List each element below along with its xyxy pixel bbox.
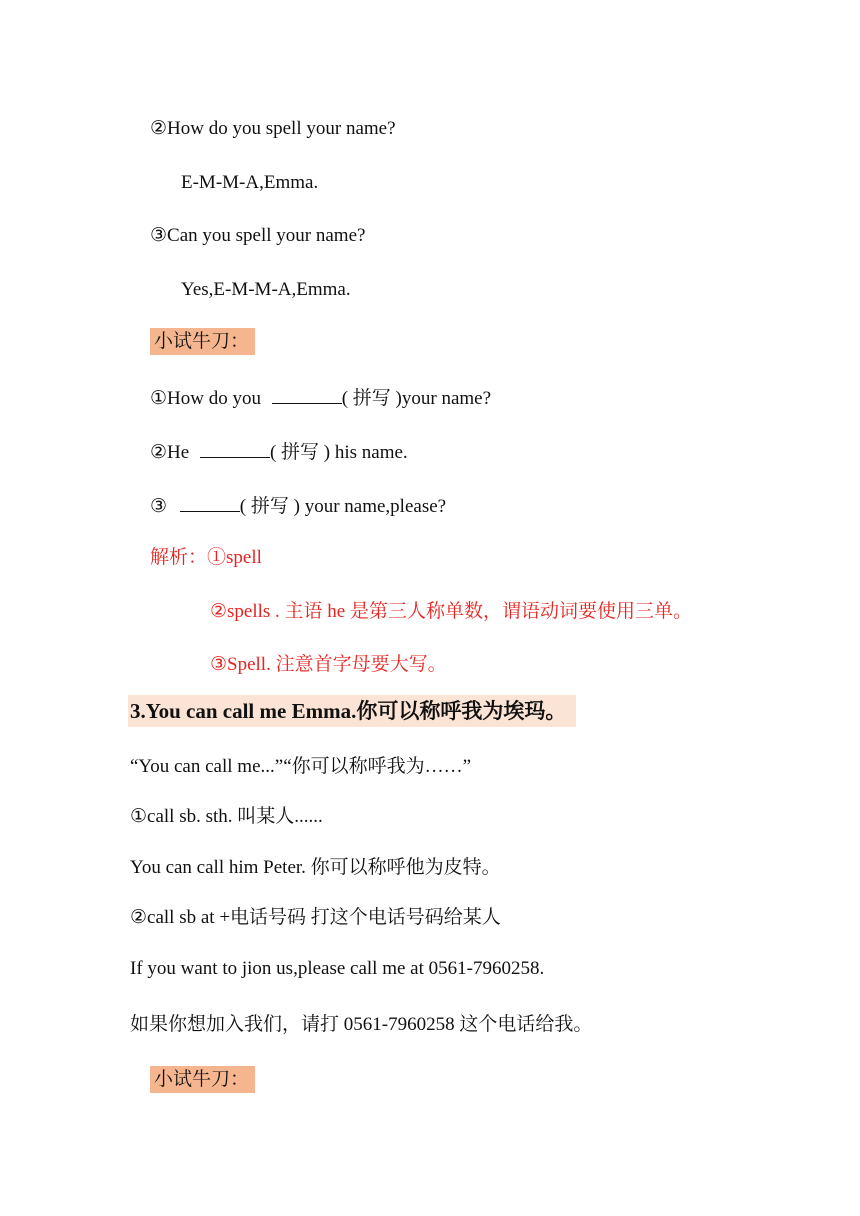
question-2: ②How do you spell your name? — [150, 118, 396, 139]
answer-blank-2[interactable] — [200, 439, 270, 458]
answer-blank-3[interactable] — [180, 493, 240, 512]
question-3: ③Can you spell your name? — [150, 225, 366, 246]
usage-2: ②call sb at +电话号码 打这个电话号码给某人 — [130, 907, 501, 928]
practice-item-2 — [150, 439, 408, 465]
practice-label-2 — [150, 1068, 255, 1092]
practice-item-2-prefix: ②He — [150, 442, 190, 463]
answer-3: Yes,E-M-M-A,Emma. — [181, 279, 351, 300]
analysis-line-2: ②spells . 主语 he 是第三人称单数，谓语动词要使用三单。 — [210, 601, 692, 622]
section-3-heading: 3.You can call me Emma.你可以称呼我为埃玛。 — [128, 695, 576, 727]
practice-item-3-suffix: ( 拼写 ) your name,please? — [239, 496, 447, 517]
practice-item-3-prefix: ③ — [150, 496, 168, 517]
usage-1: ①call sb. sth. 叫某人...... — [130, 806, 323, 827]
analysis-label: 解析：①spell — [150, 547, 262, 568]
example-2: If you want to jion us,please call me at 0561-7960258. — [130, 958, 545, 979]
practice-item-1 — [150, 385, 491, 411]
example-2-translation: 如果你想加入我们，请打 0561-7960258 这个电话给我。 — [130, 1014, 593, 1035]
practice-item-1-suffix: ( 拼写 )your name? — [341, 388, 492, 409]
practice-label-2-text: 小试牛刀： — [150, 1066, 255, 1093]
practice-label-text: 小试牛刀： — [150, 328, 255, 355]
example-1: You can call him Peter. 你可以称呼他为皮特。 — [130, 857, 501, 878]
section-3-intro: “You can call me...”“你可以称呼我为……” — [130, 756, 472, 777]
practice-label-1 — [150, 330, 255, 354]
practice-item-2-suffix: ( 拼写 ) his name. — [269, 442, 408, 463]
answer-blank-1[interactable] — [272, 385, 342, 404]
answer-2: E-M-M-A,Emma. — [181, 172, 319, 193]
practice-item-3 — [150, 493, 446, 519]
analysis-line-3: ③Spell. 注意首字母要大写。 — [210, 654, 447, 675]
practice-item-1-prefix: ①How do you — [150, 388, 261, 409]
